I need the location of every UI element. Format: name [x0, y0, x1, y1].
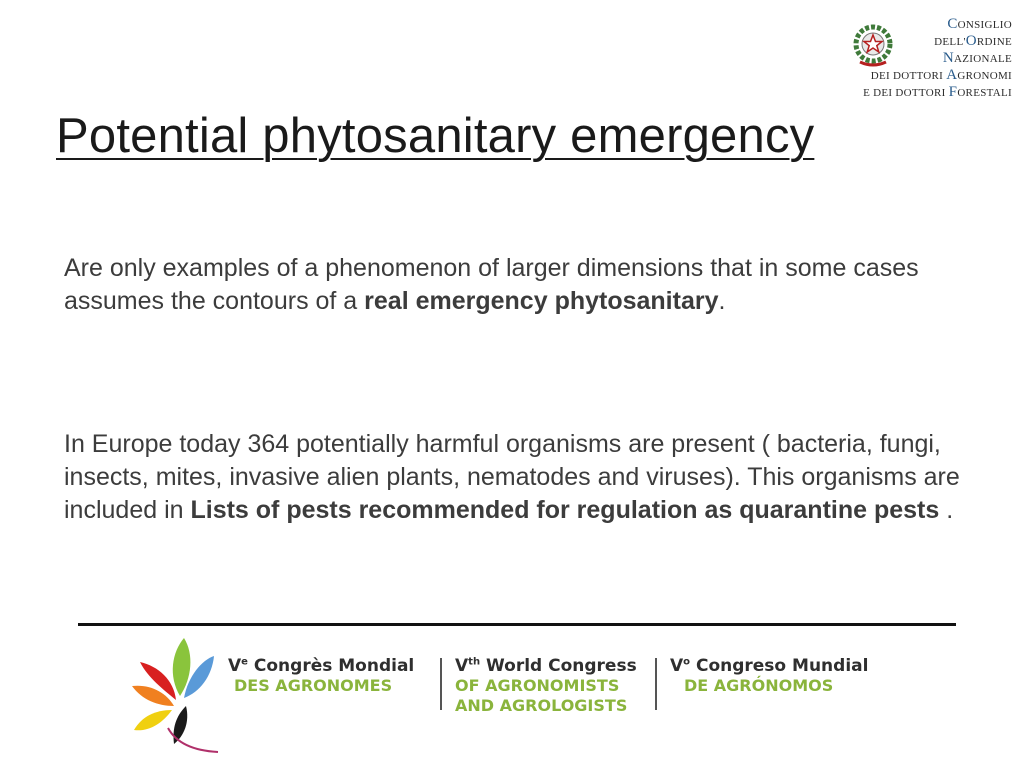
paragraph-2 — [64, 428, 974, 527]
congress-french-title: Ve Congrès Mondial — [228, 656, 415, 676]
congress-english-title: Vth World Congress — [455, 656, 637, 676]
paragraph-1-text: Are only examples of a phenomenon of larger dimensions that in some cases assumes the contours of a — [64, 254, 919, 315]
org-line-5: E DEI DOTTORI FORESTALI — [863, 84, 1012, 100]
congress-spanish-subtitle: DE AGRÓNOMOS — [684, 676, 834, 695]
paragraph-1-emphasis: real emergency phytosanitary — [364, 287, 719, 315]
footer-divider — [78, 623, 956, 626]
org-logo — [836, 14, 1012, 98]
footer-separator-2 — [655, 658, 657, 710]
paragraph-1 — [64, 252, 974, 318]
org-name — [836, 16, 1012, 101]
slide-title: Potential phytosanitary emergency — [56, 109, 815, 163]
paragraph-2-emphasis: Lists of pests recommended for regulation as quarantine pests — [190, 496, 940, 524]
org-line-4: DEI DOTTORI AGRONOMI — [870, 67, 1012, 83]
congress-spanish-title: $V^o$ Congreso Mundial — [670, 656, 869, 676]
congress-spanish — [670, 656, 868, 696]
paragraph-2-text: In Europe today 364 potentially harmful organisms are present ( bacteria, fungi, insects, mites, invasive alien plants, nematodes and viruses). This organisms are included in — [64, 430, 960, 524]
paragraph-1-end: . — [718, 287, 726, 315]
congress-english-subtitle-2: AND AGROLOGISTS — [455, 696, 628, 715]
footer-separator-1 — [440, 658, 442, 710]
congress-english — [455, 656, 637, 716]
org-line-1: CONSIGLIO — [947, 16, 1012, 32]
org-line-2: DELL'ORDINE — [934, 33, 1012, 49]
paragraph-2-end: . — [939, 496, 954, 524]
congress-french-subtitle: DES AGRONOMES — [234, 676, 393, 695]
congress-french — [228, 656, 414, 696]
congress-english-subtitle-1: OF AGRONOMISTS — [455, 676, 620, 695]
org-line-3: NAZIONALE — [942, 50, 1012, 66]
congress-leaves-logo-icon — [128, 632, 238, 758]
